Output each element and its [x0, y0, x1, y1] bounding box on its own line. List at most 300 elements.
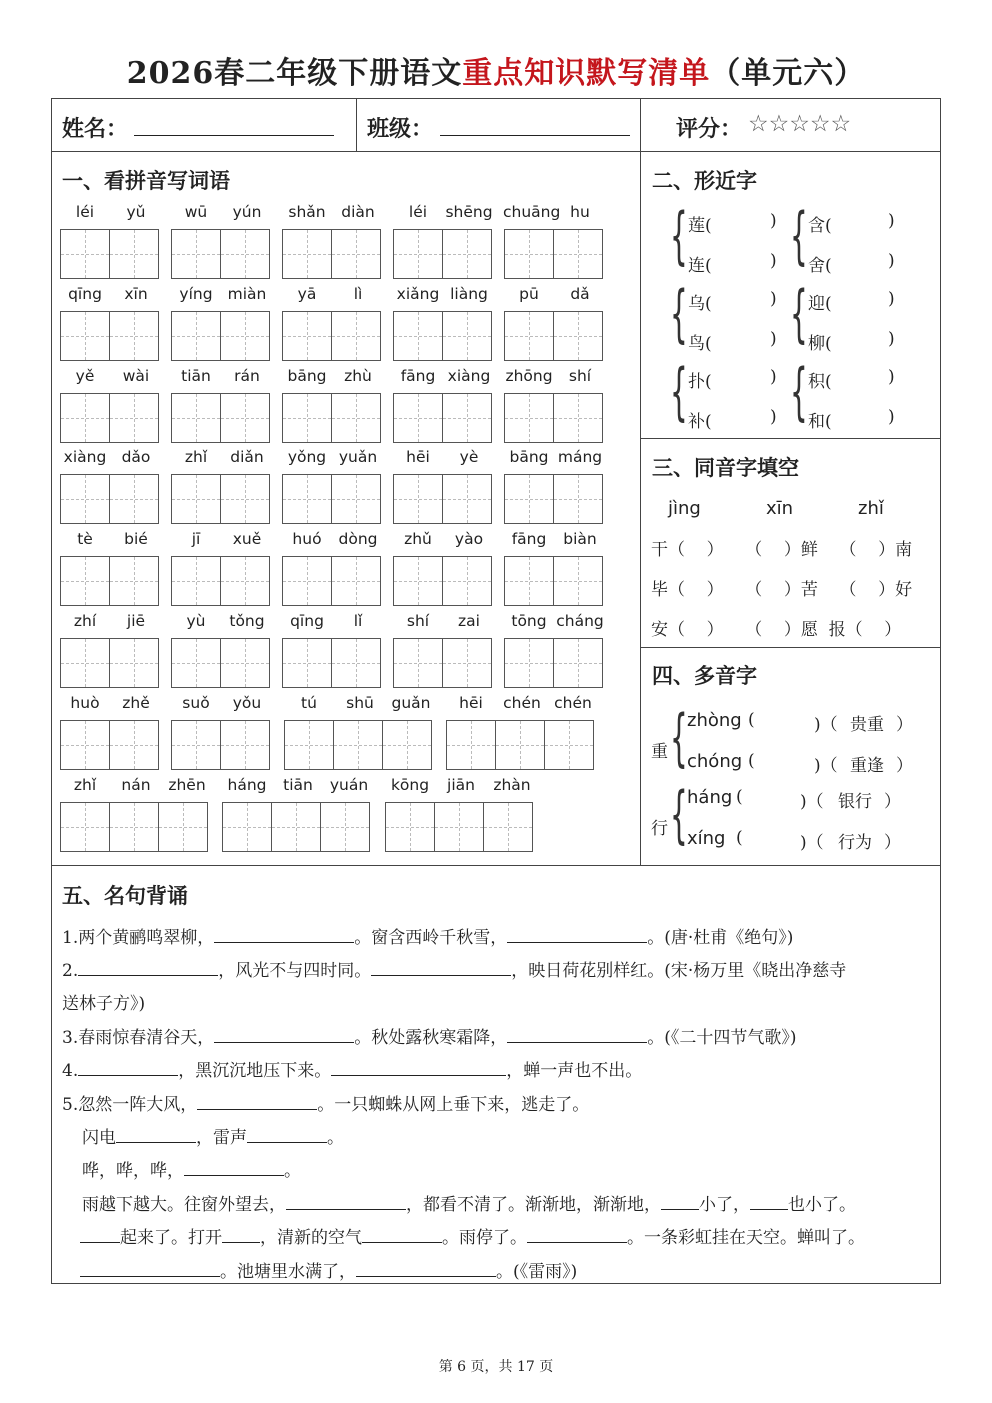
similar-char: 莲(	[688, 216, 712, 236]
tianzige-cell[interactable]	[109, 720, 159, 770]
tianzige-cell[interactable]	[282, 311, 332, 361]
section2-heading: 二、形近字	[652, 168, 757, 193]
answer-blank[interactable]	[371, 961, 511, 976]
page-footer: 第 6 页，共 17 页	[438, 1359, 554, 1375]
pinyin-label: yā	[297, 285, 317, 303]
tianzige-cell[interactable]	[442, 311, 492, 361]
reading-pinyin: xíng	[687, 828, 726, 849]
homophone-row[interactable]: 安（ ） （ ）愿 报（ ）	[651, 620, 902, 640]
similar-char: 鸟(	[688, 334, 712, 354]
paren: ）	[884, 792, 901, 812]
pinyin-label: tè	[77, 530, 93, 548]
writing-box[interactable]	[504, 474, 602, 524]
answer-paren[interactable]: )	[888, 329, 895, 349]
recitation-line-6: 闪电 ，雷声 。	[82, 1128, 344, 1148]
tianzige-cell[interactable]	[220, 393, 270, 443]
writing-box[interactable]	[282, 556, 380, 606]
pinyin-label: háng	[227, 776, 267, 794]
section3-heading: 三、同音字填空	[652, 455, 799, 480]
writing-box[interactable]	[393, 311, 491, 361]
polyphonic-char: 重	[651, 742, 668, 762]
pinyin-label: zhōng	[505, 367, 553, 385]
paren: ）	[896, 756, 913, 776]
writing-box[interactable]	[60, 311, 158, 361]
pinyin-label: yǒu	[232, 694, 262, 712]
pinyin-label: léi	[408, 203, 428, 221]
similar-char: 和(	[808, 412, 832, 432]
divider	[51, 151, 941, 152]
section4-heading: 四、多音字	[652, 663, 757, 688]
tianzige-cell[interactable]	[171, 720, 221, 770]
tianzige-cell[interactable]	[393, 393, 443, 443]
answer-blank[interactable]	[197, 1095, 317, 1110]
recitation-line-2b: 送林子方》)	[62, 994, 146, 1014]
writing-box[interactable]	[393, 556, 491, 606]
tianzige-cell[interactable]	[60, 638, 110, 688]
pinyin-label: zai	[458, 612, 480, 630]
pinyin-label: liàng	[450, 285, 488, 303]
pinyin-label: zhǔ	[404, 530, 432, 548]
pinyin-label: bié	[124, 530, 148, 548]
score-label: 评分：	[676, 116, 743, 142]
answer-paren[interactable]: )	[770, 251, 777, 271]
answer-paren[interactable]: (	[748, 751, 755, 771]
brace-icon: {	[670, 199, 688, 272]
pinyin-label: diǎn	[230, 448, 264, 466]
tianzige-cell[interactable]	[282, 638, 332, 688]
tianzige-cell[interactable]	[171, 638, 221, 688]
writing-box[interactable]	[393, 393, 491, 443]
tianzige-cell[interactable]	[553, 229, 603, 279]
pinyin-label: xiàng	[447, 367, 491, 385]
pinyin-label: yuán	[329, 776, 369, 794]
writing-box[interactable]	[60, 720, 158, 770]
answer-paren[interactable]: )	[888, 367, 895, 387]
tianzige-cell[interactable]	[60, 802, 110, 852]
tianzige-cell[interactable]	[504, 638, 554, 688]
pinyin-label: tiān	[283, 776, 313, 794]
tianzige-cell[interactable]	[171, 556, 221, 606]
writing-box[interactable]	[222, 802, 369, 852]
pinyin-label: tōng	[511, 612, 547, 630]
tianzige-cell[interactable]	[442, 229, 492, 279]
tianzige-cell[interactable]	[504, 311, 554, 361]
writing-box[interactable]	[282, 474, 380, 524]
tianzige-cell[interactable]	[553, 638, 603, 688]
pinyin-label: xīn	[124, 285, 148, 303]
tianzige-cell[interactable]	[60, 393, 110, 443]
tianzige-cell[interactable]	[393, 474, 443, 524]
brace-icon: {	[790, 199, 808, 272]
pinyin-label: chén	[503, 694, 541, 712]
example-word: 银行	[838, 792, 872, 812]
pinyin-label: biàn	[563, 530, 597, 548]
pinyin-label: dòng	[338, 530, 378, 548]
answer-paren[interactable]: )	[888, 407, 895, 427]
homophone-pinyin: zhǐ	[858, 498, 884, 519]
tianzige-cell[interactable]	[504, 556, 554, 606]
pinyin-label: zhí	[73, 612, 97, 630]
answer-paren[interactable]: (	[748, 710, 755, 730]
recitation-line-10: 。池塘里水满了， 。(《雷雨》)	[80, 1262, 577, 1282]
writing-box[interactable]	[171, 556, 269, 606]
pinyin-label: cháng	[556, 612, 604, 630]
pinyin-label: yào	[454, 530, 484, 548]
reading-pinyin: zhòng	[687, 710, 742, 731]
tianzige-cell[interactable]	[109, 474, 159, 524]
pinyin-label: lì	[353, 285, 363, 303]
pinyin-label: rán	[234, 367, 260, 385]
divider	[356, 98, 357, 151]
writing-box[interactable]	[284, 720, 431, 770]
section1-heading: 一、看拼音写词语	[62, 168, 230, 193]
pinyin-label: jī	[191, 530, 201, 548]
tianzige-cell[interactable]	[282, 474, 332, 524]
tianzige-cell[interactable]	[60, 720, 110, 770]
tianzige-cell[interactable]	[504, 474, 554, 524]
pinyin-label: yún	[232, 203, 262, 221]
answer-blank[interactable]	[507, 1028, 647, 1043]
answer-paren: )（	[800, 833, 824, 853]
tianzige-cell[interactable]	[109, 638, 159, 688]
section5-heading: 五、名句背诵	[62, 883, 188, 908]
tianzige-cell[interactable]	[171, 474, 221, 524]
similar-char: 柳(	[808, 334, 832, 354]
tianzige-cell[interactable]	[553, 556, 603, 606]
writing-box[interactable]	[60, 229, 158, 279]
score-stars: ☆☆☆☆☆	[748, 111, 852, 137]
pinyin-label: bāng	[509, 448, 549, 466]
writing-box[interactable]	[282, 393, 380, 443]
tianzige-cell[interactable]	[331, 474, 381, 524]
tianzige-cell[interactable]	[171, 229, 221, 279]
tianzige-cell[interactable]	[434, 802, 484, 852]
pinyin-label: lǐ	[353, 612, 363, 630]
writing-box[interactable]	[504, 556, 602, 606]
tianzige-cell[interactable]	[333, 720, 383, 770]
answer-paren[interactable]: )	[770, 329, 777, 349]
tianzige-cell[interactable]	[320, 802, 370, 852]
writing-box[interactable]	[393, 229, 491, 279]
pinyin-label: shí	[568, 367, 592, 385]
polyphonic-char: 行	[651, 819, 668, 839]
pinyin-label: shǎn	[288, 203, 326, 221]
tianzige-cell[interactable]	[442, 393, 492, 443]
tianzige-cell[interactable]	[382, 720, 432, 770]
pinyin-label: shū	[346, 694, 374, 712]
tianzige-cell[interactable]	[442, 638, 492, 688]
recitation-line-1: 1.两个黄鹂鸣翠柳， 。窗含西岭千秋雪， 。(唐·杜甫《绝句》)	[62, 928, 794, 948]
example-word: 重逢	[850, 756, 884, 776]
answer-blank[interactable]	[362, 1228, 442, 1243]
pinyin-label: qīng	[68, 285, 102, 303]
pinyin-label: suǒ	[182, 694, 210, 712]
writing-box[interactable]	[171, 720, 269, 770]
writing-box[interactable]	[171, 311, 269, 361]
answer-paren[interactable]: )	[770, 407, 777, 427]
answer-paren: )（	[814, 756, 838, 776]
tianzige-cell[interactable]	[109, 393, 159, 443]
tianzige-cell[interactable]	[331, 393, 381, 443]
tianzige-cell[interactable]	[60, 556, 110, 606]
tianzige-cell[interactable]	[109, 229, 159, 279]
answer-blank[interactable]	[247, 1128, 327, 1143]
tianzige-cell[interactable]	[220, 720, 270, 770]
writing-box[interactable]	[504, 229, 602, 279]
pinyin-label: zhě	[122, 694, 150, 712]
pinyin-label: diàn	[341, 203, 375, 221]
tianzige-cell[interactable]	[60, 311, 110, 361]
answer-blank[interactable]	[80, 1228, 120, 1243]
writing-box[interactable]	[60, 802, 207, 852]
tianzige-cell[interactable]	[544, 720, 594, 770]
name-field[interactable]	[134, 135, 334, 136]
tianzige-cell[interactable]	[504, 393, 554, 443]
writing-box[interactable]	[282, 229, 380, 279]
tianzige-cell[interactable]	[282, 393, 332, 443]
pinyin-label: zhǐ	[184, 448, 208, 466]
tianzige-cell[interactable]	[158, 802, 208, 852]
tianzige-cell[interactable]	[393, 556, 443, 606]
answer-blank[interactable]	[661, 1195, 699, 1210]
tianzige-cell[interactable]	[220, 638, 270, 688]
writing-box[interactable]	[504, 393, 602, 443]
page-title: 2026春二年级下册语文重点知识默写清单（单元六）	[126, 56, 866, 91]
writing-box[interactable]	[393, 638, 491, 688]
pinyin-label: chén	[554, 694, 592, 712]
tianzige-cell[interactable]	[393, 229, 443, 279]
writing-box[interactable]	[504, 311, 602, 361]
similar-char: 乌(	[688, 294, 712, 314]
brace-icon: {	[670, 355, 688, 428]
paren: ）	[896, 715, 913, 735]
pinyin-label: léi	[75, 203, 95, 221]
divider	[640, 98, 641, 865]
answer-paren[interactable]: )	[770, 289, 777, 309]
example-word: 行为	[838, 833, 872, 853]
tianzige-cell[interactable]	[109, 802, 159, 852]
tianzige-cell[interactable]	[442, 474, 492, 524]
tianzige-cell[interactable]	[109, 556, 159, 606]
tianzige-cell[interactable]	[553, 393, 603, 443]
divider	[51, 865, 941, 866]
pinyin-label: huò	[70, 694, 100, 712]
answer-blank[interactable]	[286, 1195, 406, 1210]
reading-pinyin: chóng	[687, 751, 743, 772]
tianzige-cell[interactable]	[271, 802, 321, 852]
pinyin-label: xiǎng	[396, 285, 440, 303]
pinyin-label: zhàn	[493, 776, 531, 794]
tianzige-cell[interactable]	[282, 229, 332, 279]
pinyin-label: yù	[186, 612, 206, 630]
pinyin-label: yǒng	[287, 448, 327, 466]
answer-paren[interactable]: (	[736, 787, 743, 807]
similar-char: 含(	[808, 216, 832, 236]
similar-char: 舍(	[808, 256, 832, 276]
writing-box[interactable]	[60, 638, 158, 688]
pinyin-label: wū	[184, 203, 208, 221]
recitation-line-5: 5.忽然一阵大风， 。一只蜘蛛从网上垂下来，逃走了。	[62, 1095, 590, 1115]
tianzige-cell[interactable]	[220, 556, 270, 606]
recitation-line-2: 2. ，风光不与四时同。 ，映日荷花别样红。(宋·杨万里《晓出净慈寺	[62, 961, 847, 981]
example-word: 贵重	[850, 715, 884, 735]
answer-blank[interactable]	[214, 1028, 354, 1043]
answer-blank[interactable]	[80, 1262, 220, 1277]
writing-box[interactable]	[60, 556, 158, 606]
name-label: 姓名：	[62, 116, 129, 142]
writing-box[interactable]	[171, 474, 269, 524]
answer-blank[interactable]	[507, 928, 647, 943]
pinyin-label: wài	[122, 367, 150, 385]
answer-paren[interactable]: )	[888, 289, 895, 309]
pinyin-label: hēi	[459, 694, 483, 712]
pinyin-label: qīng	[290, 612, 324, 630]
tianzige-cell[interactable]	[60, 229, 110, 279]
tianzige-cell[interactable]	[331, 638, 381, 688]
brace-icon: {	[790, 277, 808, 350]
tianzige-cell[interactable]	[442, 556, 492, 606]
tianzige-cell[interactable]	[171, 393, 221, 443]
answer-paren[interactable]: (	[736, 828, 743, 848]
tianzige-cell[interactable]	[331, 556, 381, 606]
answer-blank[interactable]	[331, 1061, 506, 1076]
pinyin-label: bāng	[287, 367, 327, 385]
answer-blank[interactable]	[78, 1061, 178, 1076]
tianzige-cell[interactable]	[393, 638, 443, 688]
tianzige-cell[interactable]	[385, 802, 435, 852]
tianzige-cell[interactable]	[331, 311, 381, 361]
answer-paren[interactable]: )	[770, 211, 777, 231]
pinyin-label: xiàng	[63, 448, 107, 466]
recitation-line-8: 雨越下越大。往窗外望去， ，都看不清了。渐渐地，渐渐地， 小了， 也小了。	[82, 1195, 856, 1215]
pinyin-label: hēi	[406, 448, 430, 466]
homophone-row[interactable]: 毕（ ） （ ）苦 （ ）好	[651, 580, 913, 600]
pinyin-label: tú	[301, 694, 317, 712]
tianzige-cell[interactable]	[222, 802, 272, 852]
tianzige-cell[interactable]	[504, 229, 554, 279]
pinyin-label: jiān	[447, 776, 475, 794]
writing-box[interactable]	[60, 474, 158, 524]
pinyin-label: chuāng	[503, 203, 561, 221]
pinyin-label: yuǎn	[338, 448, 378, 466]
pinyin-label: dǎ	[570, 285, 590, 303]
recitation-line-3: 3.春雨惊春清谷天， 。秋处露秋寒霜降， 。(《二十四节气歌》)	[62, 1028, 797, 1048]
writing-box[interactable]	[171, 638, 269, 688]
homophone-pinyin: xīn	[766, 498, 794, 519]
tianzige-cell[interactable]	[495, 720, 545, 770]
pinyin-label: nán	[121, 776, 151, 794]
recitation-line-4: 4. ，黑沉沉地压下来。 ，蝉一声也不出。	[62, 1061, 643, 1081]
tianzige-cell[interactable]	[171, 311, 221, 361]
pinyin-label: zhēn	[168, 776, 206, 794]
tianzige-cell[interactable]	[483, 802, 533, 852]
brace-icon: {	[670, 277, 688, 350]
pinyin-label: máng	[557, 448, 603, 466]
tianzige-cell[interactable]	[282, 556, 332, 606]
pinyin-label: huó	[292, 530, 322, 548]
similar-char: 连(	[688, 256, 712, 276]
answer-paren[interactable]: )	[888, 251, 895, 271]
pinyin-label: fāng	[400, 367, 436, 385]
similar-char: 积(	[808, 372, 832, 392]
answer-blank[interactable]	[750, 1195, 788, 1210]
class-field[interactable]	[440, 135, 630, 136]
writing-box[interactable]	[171, 229, 269, 279]
answer-paren: )（	[814, 715, 838, 735]
writing-box[interactable]	[171, 393, 269, 443]
pinyin-label: miàn	[227, 285, 267, 303]
homophone-row[interactable]: 干（ ） （ ）鲜 （ ）南	[651, 540, 913, 560]
answer-blank[interactable]	[214, 928, 354, 943]
writing-box[interactable]	[282, 638, 380, 688]
writing-box[interactable]	[60, 393, 158, 443]
tianzige-cell[interactable]	[220, 229, 270, 279]
pinyin-label: shēng	[445, 203, 493, 221]
tianzige-cell[interactable]	[331, 229, 381, 279]
pinyin-label: pū	[519, 285, 539, 303]
pinyin-label: zhù	[344, 367, 372, 385]
tianzige-cell[interactable]	[393, 311, 443, 361]
pinyin-label: yè	[459, 448, 479, 466]
answer-blank[interactable]	[222, 1228, 260, 1243]
pinyin-label: tiān	[181, 367, 211, 385]
tianzige-cell[interactable]	[284, 720, 334, 770]
divider	[640, 647, 941, 648]
answer-paren[interactable]: )	[770, 367, 777, 387]
writing-box[interactable]	[282, 311, 380, 361]
pinyin-label: shí	[406, 612, 430, 630]
answer-blank[interactable]	[356, 1262, 496, 1277]
brace-icon: {	[670, 778, 688, 851]
writing-box[interactable]	[446, 720, 593, 770]
pinyin-label: dǎo	[121, 448, 151, 466]
pinyin-label: guǎn	[391, 694, 431, 712]
tianzige-cell[interactable]	[553, 311, 603, 361]
tianzige-cell[interactable]	[220, 474, 270, 524]
paren: ）	[884, 833, 901, 853]
answer-blank[interactable]	[78, 961, 218, 976]
tianzige-cell[interactable]	[553, 474, 603, 524]
homophone-pinyin: jìng	[668, 498, 701, 519]
pinyin-label: hu	[570, 203, 590, 221]
tianzige-cell[interactable]	[220, 311, 270, 361]
answer-paren: )（	[800, 792, 824, 812]
tianzige-cell[interactable]	[109, 311, 159, 361]
tianzige-cell[interactable]	[60, 474, 110, 524]
pinyin-label: fāng	[511, 530, 547, 548]
answer-blank[interactable]	[527, 1228, 627, 1243]
recitation-line-7: 哗，哗，哗， 。	[82, 1161, 301, 1181]
pinyin-label: kōng	[390, 776, 430, 794]
brace-icon: {	[790, 355, 808, 428]
answer-blank[interactable]	[184, 1161, 284, 1176]
writing-box[interactable]	[504, 638, 602, 688]
answer-paren[interactable]: )	[888, 211, 895, 231]
writing-box[interactable]	[385, 802, 532, 852]
reading-pinyin: háng	[687, 787, 733, 808]
pinyin-label: tǒng	[229, 612, 265, 630]
similar-char: 迎(	[808, 294, 832, 314]
tianzige-cell[interactable]	[446, 720, 496, 770]
pinyin-label: yě	[75, 367, 95, 385]
pinyin-label: yǔ	[126, 203, 146, 221]
writing-box[interactable]	[393, 474, 491, 524]
pinyin-label: jiē	[126, 612, 146, 630]
answer-blank[interactable]	[116, 1128, 196, 1143]
divider	[640, 438, 941, 439]
pinyin-label: zhǐ	[73, 776, 97, 794]
recitation-line-9: 起来了。打开 ，清新的空气 。雨停了。 。一条彩虹挂在天空。蝉叫了。	[80, 1228, 865, 1248]
